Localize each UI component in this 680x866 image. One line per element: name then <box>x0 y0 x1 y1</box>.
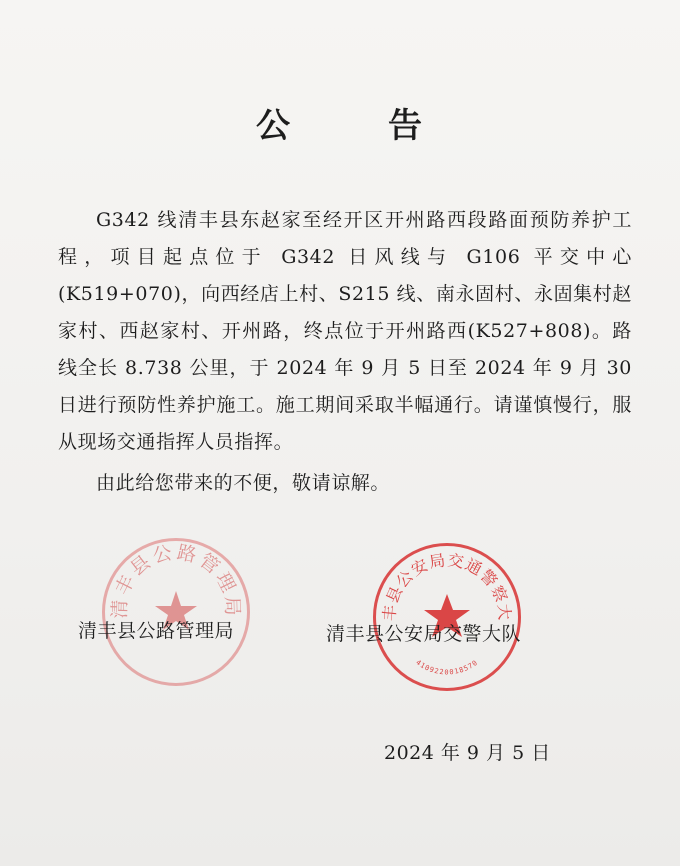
seal-right-code: 4109220018570 <box>414 658 480 677</box>
seal-left-text: 清丰县公路管理局 <box>108 541 244 619</box>
highway-bureau-seal <box>102 538 250 686</box>
title-char-1: 公 <box>256 106 292 146</box>
notice-body <box>58 202 632 502</box>
signatory-right: 清丰县公安局交警大队 <box>326 623 522 645</box>
notice-date: 2024 年 9 月 5 日 <box>384 742 551 764</box>
signatory-left: 清丰县公路管理局 <box>78 620 235 642</box>
svg-text:4109220018570 <box>414 658 479 676</box>
traffic-police-seal <box>373 543 521 691</box>
notice-paragraph-1: G342 线清丰县东赵家至经开区开州路西段路面预防养护工程，项目起点位于 G342 日风线与 G106 平交中心(K519+070)，向西经店上村、S215 线、南永固村、永固集村赵家村、西赵家村、开州路，终点位于开州路西(K527+808)。路线全长 8.738 公里，于 2024 年 9 月 5 日至 2024 年 9 月 30 日进行预防性养护施工。施工期间采取半幅通行。请谨慎慢行，服从现场交通指挥人员指挥。 <box>58 209 632 453</box>
seal-right-text: 丰县公安局交通警察大 <box>379 550 515 622</box>
title-char-2: 告 <box>388 106 424 146</box>
notice-paragraph-2: 由此给您带来的不便，敬请谅解。 <box>96 472 391 494</box>
notice-title <box>0 98 680 147</box>
